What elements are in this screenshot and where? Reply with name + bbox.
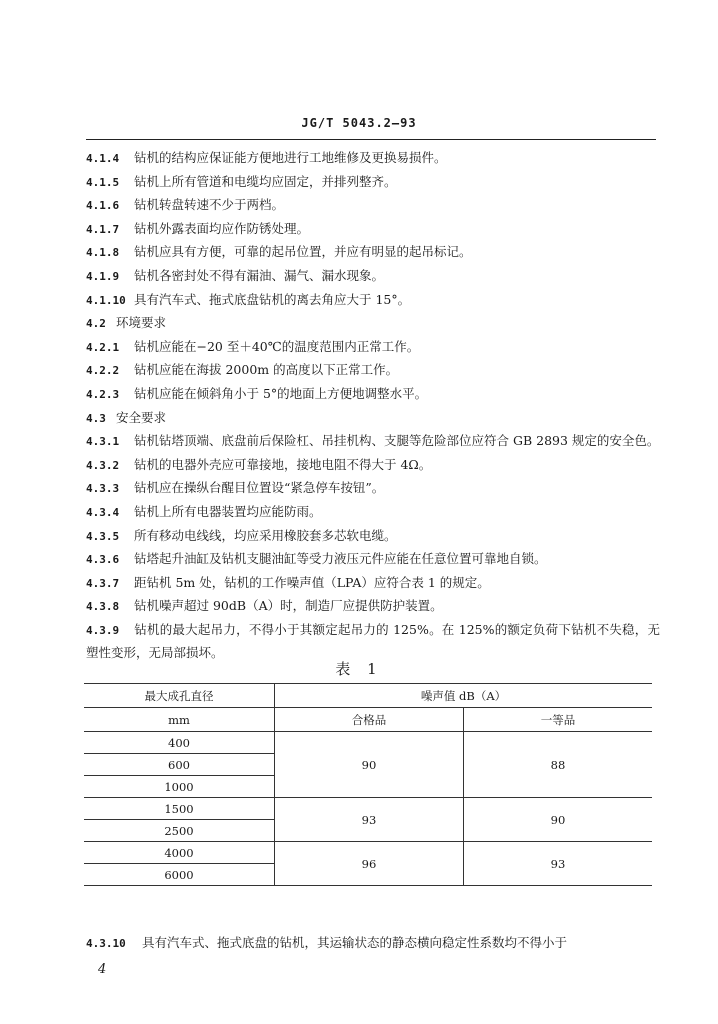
qualified-value-cell: 96: [275, 842, 464, 886]
diameter-cell: 2500: [84, 820, 275, 842]
section-number: 4.3: [86, 411, 106, 425]
clause-text: 钻机上所有管道和电缆均应固定，并排列整齐。: [134, 173, 397, 189]
section-title: 环境要求: [116, 315, 167, 331]
first-class-value-cell: 88: [464, 732, 653, 798]
clause-text: 距钻机 5m 处，钻机的工作噪声值（LPA）应符合表 1 的规定。: [134, 574, 490, 590]
clause-4-3-5: [86, 525, 660, 549]
clause-number: 4.3.3: [86, 482, 120, 496]
diameter-cell: 1000: [84, 776, 275, 798]
col-header-qualified: 合格品: [275, 708, 464, 732]
clause-4-2-3: [86, 383, 660, 407]
clause-text: 钻机的结构应保证能方便地进行工地维修及更换易损件。: [134, 150, 447, 165]
diameter-cell: 600: [84, 754, 275, 776]
clause-4-1-8: [86, 241, 660, 265]
clause-4-3-6: [86, 548, 660, 572]
clause-number: 4.3.9: [86, 623, 120, 637]
clause-number: 4.3.1: [86, 435, 120, 449]
clause-4-1-10: [86, 289, 660, 313]
clause-number: 4.1.6: [86, 199, 120, 213]
first-class-value-cell: 93: [464, 842, 653, 886]
clause-number: 4.2.2: [86, 364, 120, 378]
clause-4-2-2: [86, 359, 660, 383]
clause-number: 4.1.5: [86, 175, 120, 189]
table-caption: 表 1: [335, 660, 383, 678]
clause-number: 4.1.10: [86, 293, 126, 307]
clause-4-1-5: [86, 171, 660, 195]
clause-text: 钻机噪声超过 90dB（A）时，制造厂应提供防护装置。: [134, 598, 443, 614]
clause-4-3-1: [86, 430, 660, 454]
col-header-first-class: 一等品: [464, 708, 653, 732]
clause-text: 钻机的电器外壳应可靠接地，接地电阻不得大于 4Ω。: [134, 456, 432, 472]
clause-text: 所有移动电线线，均应采用橡胶套多芯软电缆。: [134, 527, 397, 543]
clause-text: 具有汽车式、拖式底盘的钻机，其运输状态的静态横向稳定性系数均不得小于: [142, 935, 568, 950]
section-heading-4-2: [86, 312, 660, 336]
clause-text: 钻机应能在倾斜角小于 5°的地面上方便地调整水平。: [134, 385, 428, 401]
clause-number: 4.1.7: [86, 222, 120, 236]
clause-4-1-7: [86, 218, 660, 242]
col-header-unit: mm: [84, 708, 275, 732]
col-header-noise: 噪声值 dB（A）: [275, 684, 653, 708]
clause-number: 4.3.5: [86, 529, 120, 543]
header-rule: [86, 139, 656, 140]
clause-4-3-7: [86, 572, 660, 596]
diameter-cell: 4000: [84, 842, 275, 864]
clause-4-3-10: [86, 932, 660, 955]
clause-number: 4.3.2: [86, 458, 120, 472]
clause-number: 4.2.3: [86, 387, 120, 401]
diameter-cell: 400: [84, 732, 275, 754]
col-header-diameter: 最大成孔直径: [84, 684, 275, 708]
clause-number: 4.2.1: [86, 340, 120, 354]
clause-text: 钻机转盘转速不少于两档。: [134, 197, 285, 213]
clause-text: 具有汽车式、拖式底盘钻机的离去角应大于 15°。: [134, 291, 411, 307]
diameter-cell: 1500: [84, 798, 275, 820]
clause-4-2-1: [86, 336, 660, 360]
clause-4-3-4: [86, 501, 660, 525]
clause-number: 4.3.6: [86, 553, 120, 567]
first-class-value-cell: 90: [464, 798, 653, 842]
clause-text: 钻机外露表面均应作防锈处理。: [134, 220, 310, 236]
clause-number: 4.1.9: [86, 269, 120, 283]
clause-number: 4.3.7: [86, 576, 120, 590]
clause-number: 4.1.8: [86, 246, 120, 260]
qualified-value-cell: 90: [275, 732, 464, 798]
clause-4-1-9: [86, 265, 660, 289]
clause-list: [86, 147, 660, 665]
clause-number: 4.1.4: [86, 152, 120, 165]
clause-text: 钻机钻塔顶端、底盘前后保险杠、吊挂机构、支腿等危险部位应符合 GB 2893 规定的安全色。: [134, 433, 660, 449]
page-header-standard-code: JG/T 5043.2—93: [301, 116, 417, 130]
clause-text: 钻机应具有方便，可靠的起吊位置，并应有明显的起吊标记。: [134, 244, 472, 260]
clause-4-3-3: [86, 477, 660, 501]
clause-4-1-6: [86, 194, 660, 218]
clause-text: 钻机上所有电器装置均应能防雨。: [134, 503, 322, 519]
section-title: 安全要求: [116, 409, 167, 425]
page-number: 4: [98, 962, 107, 977]
clause-text: 钻机的最大起吊力，不得小于其额定起吊力的 125%。在 125%的额定负荷下钻机不失稳，无塑性变形，无局部损坏。: [86, 621, 660, 661]
clause-4-1-4: [86, 147, 660, 171]
clause-4-3-2: [86, 454, 660, 478]
section-number: 4.2: [86, 317, 106, 331]
clause-text: 钻塔起升油缸及钻机支腿油缸等受力液压元件应能在任意位置可靠地自锁。: [134, 551, 547, 567]
clause-text: 钻机各密封处不得有漏油、漏气、漏水现象。: [134, 267, 385, 283]
clause-number: 4.3.8: [86, 600, 120, 614]
clause-number: 4.3.10: [86, 937, 126, 950]
clause-text: 钻机应能在海拔 2000m 的高度以下正常工作。: [134, 362, 399, 378]
noise-table: [84, 683, 652, 886]
diameter-cell: 6000: [84, 864, 275, 886]
clause-text: 钻机应在操纵台醒目位置设“紧急停车按钮”。: [134, 480, 385, 496]
qualified-value-cell: 93: [275, 798, 464, 842]
clause-number: 4.3.4: [86, 505, 120, 519]
clause-4-3-8: [86, 595, 660, 619]
section-heading-4-3: [86, 407, 660, 431]
clause-text: 钻机应能在−20 至＋40℃的温度范围内正常工作。: [134, 338, 420, 354]
